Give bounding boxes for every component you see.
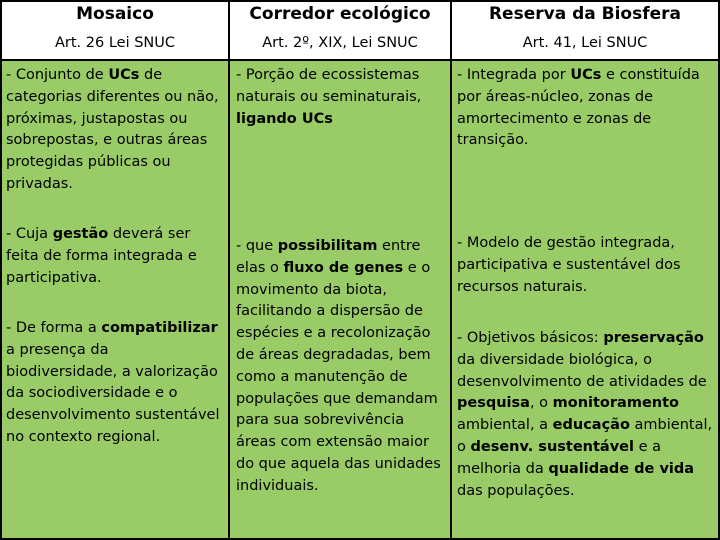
- grid-line: [0, 0, 720, 2]
- corredor-paragraph-2: - que possibilitam entre elas o fluxo de genes e o movimento da biota, facilitando a dispersão de espécies e a recolonização de áreas degradadas, bem como a manutenção de populações que demandam para sua sobrevivência áreas com extensão maior do que aquela das unidades individuais.: [236, 238, 441, 494]
- reserva-paragraph-1: - Integrada por UCs e constituída por áreas-núcleo, zonas de amortecimento e zonas de transição.: [457, 67, 700, 149]
- grid-line: [228, 0, 230, 540]
- reserva-paragraph-2: - Modelo de gestão integrada, participativa e sustentável dos recursos naturais.: [457, 235, 681, 295]
- reserva-paragraph-3: - Objetivos básicos: preservação da diversidade biológica, o desenvolvimento de atividades de pesquisa, o monitoramento ambiental, a educação ambiental, o desenv. sustentável e a melhoria da qualidade de vida das populações.: [457, 330, 713, 499]
- mosaico-paragraph-1: - Conjunto de UCs de categorias diferentes ou não, próximas, justapostas ou sobrepostas, e outras áreas protegidas públicas ou privadas.: [6, 67, 219, 192]
- header-law-mosaico: Art. 26 Lei SNUC: [54, 35, 175, 51]
- header-title-reserva: Reserva da Biosfera: [488, 4, 682, 24]
- header-title-corredor: Corredor ecológico: [249, 4, 431, 24]
- grid-line: [0, 0, 2, 540]
- header-law-corredor: Art. 2º, XIX, Lei SNUC: [262, 35, 418, 51]
- header-title-mosaico: Mosaico: [76, 4, 154, 24]
- mosaico-paragraph-2: - Cuja gestão deverá ser feita de forma integrada e participativa.: [6, 226, 197, 286]
- corredor-paragraph-1: - Porção de ecossistemas naturais ou seminaturais, ligando UCs: [236, 67, 422, 127]
- grid-line: [450, 0, 452, 540]
- header-law-reserva: Art. 41, Lei SNUC: [522, 35, 648, 51]
- grid-line: [0, 59, 720, 61]
- mosaico-paragraph-3: - De forma a compatibilizar a presença da biodiversidade, a valorização da sociodiversidade e o desenvolvimento sustentável no contexto regional.: [6, 320, 220, 445]
